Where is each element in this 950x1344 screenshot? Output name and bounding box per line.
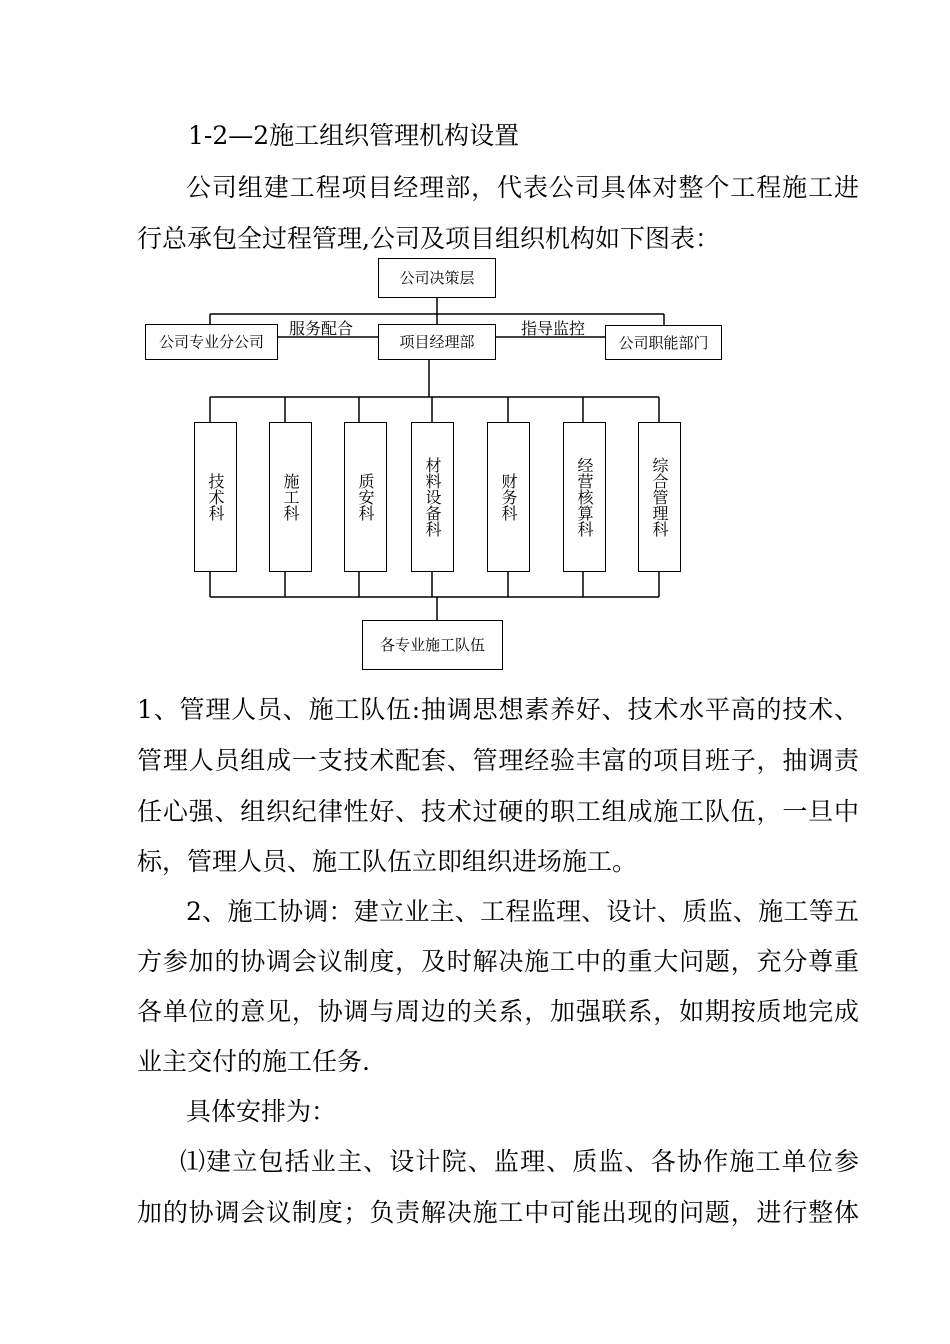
intro-line-2: 行总承包全过程管理,公司及项目组织机构如下图表：: [137, 224, 720, 253]
link-label-service: 服务配合: [289, 319, 354, 338]
box-company-subsidiary: 公司专业分公司: [145, 324, 278, 360]
link-label-guidance: 指导监控: [521, 319, 586, 338]
dept-box-construction: [269, 422, 312, 572]
dept-box-quality: [344, 422, 387, 572]
para2-line-1: 2、施工协调：建立业主、工程监理、设计、质监、施工等五: [186, 897, 859, 926]
dept-label: 综合管理科: [650, 457, 669, 537]
intro-line-1: 公司组建工程项目经理部，代表公司具体对整个工程施工进: [186, 173, 859, 202]
arrangement-label: 具体安排为：: [186, 1097, 337, 1126]
dept-label: 质安科: [356, 473, 375, 521]
dept-box-accounting: [563, 422, 606, 572]
para2-line-4: 业主交付的施工任务.: [137, 1047, 370, 1076]
item1-line-1: ⑴建立包括业主、设计院、监理、质监、各协作施工单位参: [180, 1147, 859, 1176]
para1-line-1: 1、管理人员、施工队伍:抽调思想素养好、技术水平高的技术、: [137, 695, 859, 724]
dept-label: 材料设备科: [423, 457, 442, 537]
dept-box-tech: [194, 422, 237, 572]
dept-label: 施工科: [281, 473, 300, 521]
item1-line-2: 加的协调会议制度；负责解决施工中可能出现的问题，进行整体: [137, 1198, 859, 1227]
box-construction-teams: 各专业施工队伍: [362, 620, 503, 670]
dept-label: 经营核算科: [575, 457, 594, 537]
dept-box-admin: [638, 422, 681, 572]
para1-line-3: 任心强、组织纪律性好、技术过硬的职工组成施工队伍，一旦中: [137, 797, 859, 826]
para1-line-2: 管理人员组成一支技术配套、管理经验丰富的项目班子，抽调责: [137, 746, 859, 775]
dept-label: 财务科: [499, 473, 518, 521]
box-project-manager: 项目经理部: [378, 324, 496, 360]
para1-line-4: 标，管理人员、施工队伍立即组织进场施工。: [137, 847, 638, 876]
dept-label: 技术科: [206, 473, 225, 521]
para2-line-2: 方参加的协调会议制度，及时解决施工中的重大问题，充分尊重: [137, 947, 859, 976]
heading: 1-2—2施工组织管理机构设置: [188, 121, 520, 150]
para2-line-3: 各单位的意见，协调与周边的关系，加强联系，如期按质地完成: [137, 997, 859, 1026]
box-company-functional: 公司职能部门: [605, 325, 722, 360]
dept-box-materials: [411, 422, 454, 572]
box-company-decision: 公司决策层: [378, 258, 496, 298]
dept-box-finance: [487, 422, 530, 572]
